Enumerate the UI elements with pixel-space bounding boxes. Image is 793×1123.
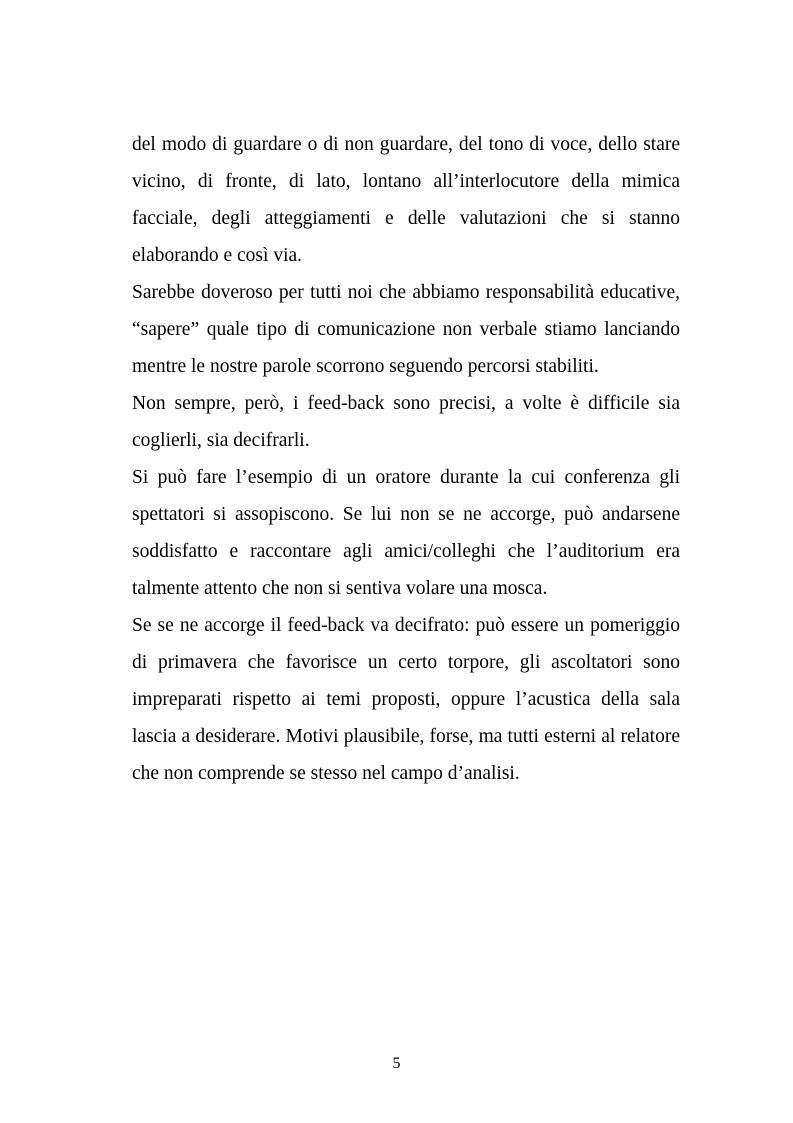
body-text (132, 126, 680, 792)
paragraph-1: del modo di guardare o di non guardare, del tono di voce, dello stare vicino, di fronte, di lato, lontano all’interlocutore della mimica facciale, degli atteggiamenti e delle valutazioni che si stanno elaborando e così via. (132, 134, 680, 266)
paragraph-2: Sarebbe doveroso per tutti noi che abbiamo responsabilità educative, “sapere” quale tipo di comunicazione non verbale stiamo lanciando mentre le nostre parole scorrono seguendo percorsi stabiliti. (132, 282, 680, 377)
paragraph-5: Se se ne accorge il feed-back va decifrato: può essere un pomeriggio di primavera che favorisce un certo torpore, gli ascoltatori sono impreparati rispetto ai temi proposti, oppure l’acustica della sala lascia a desiderare. Motivi plausibile, forse, ma tutti esterni al relatore che non comprende se stesso nel campo d’analisi. (132, 615, 680, 784)
page-number: 5 (392, 1055, 401, 1072)
paragraph-4: Si può fare l’esempio di un oratore durante la cui conferenza gli spettatori si assopiscono. Se lui non se ne accorge, può andarsene soddisfatto e raccontare agli amici/colleghi che l’auditorium era talmente attento che non si sentiva volare una mosca. (132, 467, 680, 599)
paragraph-3: Non sempre, però, i feed-back sono precisi, a volte è difficile sia coglierli, sia decifrarli. (132, 393, 680, 451)
